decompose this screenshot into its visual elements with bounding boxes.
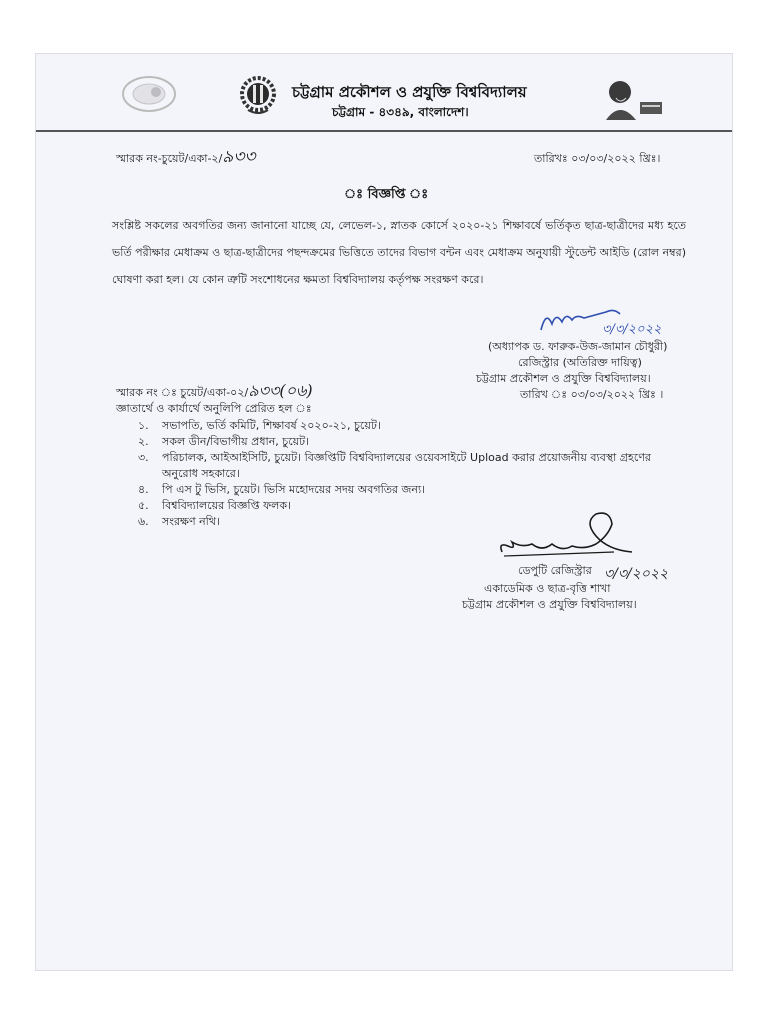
document-page xyxy=(36,54,732,970)
portrait-logo xyxy=(598,74,670,122)
copy-list-text: সভাপতি, ভর্তি কমিটি, শিক্ষাবর্ষ ২০২০-২১, চুয়েট। xyxy=(162,419,381,432)
university-address: চট্টগ্রাম - ৪৩৪৯, বাংলাদেশ। xyxy=(332,105,469,119)
copy-intro: জ্ঞাতার্থে ও কার্যার্থে অনুলিপি প্রেরিত হল ঃ xyxy=(116,402,312,415)
registrar-signature-date: ৩/৩/২০২২ xyxy=(602,322,662,337)
copy-list-number: ৬. xyxy=(138,515,149,528)
copy-list-item xyxy=(138,434,678,450)
copy-list-text: সকল ডীন/বিভাগীয় প্রধান, চুয়েট। xyxy=(162,435,310,448)
registrar-date: তারিখ ঃ ০৩/০৩/২০২২ খ্রিঃ । xyxy=(520,388,664,401)
copy-memo-label: স্মারক নং ঃ চুয়েট/একা-০২/ xyxy=(116,386,249,399)
registrar-name: (অধ্যাপক ড. ফারুক-উজ-জামান চৌধুরী) xyxy=(488,340,668,353)
copy-list-number: ২. xyxy=(138,435,149,448)
header-rule xyxy=(36,130,732,132)
copy-list-text: পি এস টু ভিসি, চুয়েট। ভিসি মহোদয়ের সদয় অবগতির জন্য। xyxy=(162,483,426,496)
deputy-registrar-title: ডেপুটি রেজিস্ট্রার xyxy=(518,564,592,577)
memo-number xyxy=(116,147,256,167)
memo-number-handwritten: ৯৩৩ xyxy=(222,147,256,167)
copy-list-number: ৫. xyxy=(138,499,149,512)
registrar-university: চট্টগ্রাম প্রকৌশল ও প্রযুক্তি বিশ্ববিদ্যালয়। xyxy=(476,372,651,385)
registrar-title: রেজিস্ট্রার (অতিরিক্ত দায়িত্ব) xyxy=(518,356,642,369)
copy-memo-handwritten: ৯৩৩(০৬) xyxy=(248,381,313,400)
copy-list-text: পরিচালক, আইআইসিটি, চুয়েট। বিজ্ঞপ্তিটি বিশ্ববিদ্যালয়ের ওয়েবসাইটে Upload করার প্রয়োজনীয় ব্যবস্থা গ্রহণের অনুরোধ সহকারে। xyxy=(162,451,651,480)
copy-memo-number xyxy=(116,381,313,400)
copy-list-text: সংরক্ষণ নথি। xyxy=(162,515,220,528)
memo-number-label: স্মারক নং-চুয়েট/একা-২/ xyxy=(116,152,223,165)
copy-list-item xyxy=(138,482,678,498)
notice-body: সংশ্লিষ্ট সকলের অবগতির জন্য জানানো যাচ্ছে যে, লেভেল-১, স্নাতক কোর্সে ২০২০-২১ শিক্ষাবর্ষে ভর্তিকৃত ছাত্র-ছাত্রীদের মধ্য হতে ভর্তি পরীক্ষার মেধাক্রম ও ছাত্র-ছাত্রীদের পছন্দক্রমের ভিত্তিতে তাদের বিভাগ বন্টন এবং মেধাক্রম অনুযায়ী স্টুডেন্ট আইডি (রোল নম্বর) ঘোষণা করা হল। যে কোন ত্রুটি সংশোধনের ক্ষমতা বিশ্ববিদ্যালয় কর্তৃপক্ষ সংরক্ষণ করে। xyxy=(112,219,686,286)
copy-list-number: ১. xyxy=(138,419,149,432)
deputy-signature-date: ৩/৩/২০২২ xyxy=(604,566,669,582)
copy-list-item xyxy=(138,450,678,482)
deputy-registrar-university: চট্টগ্রাম প্রকৌশল ও প্রযুক্তি বিশ্ববিদ্যালয়। xyxy=(462,598,637,611)
notice-title: ঃ বিজ্ঞপ্তি ঃ xyxy=(344,187,429,202)
university-name: চট্টগ্রাম প্রকৌশল ও প্রযুক্তি বিশ্ববিদ্যালয় xyxy=(292,83,527,101)
memo-date: তারিখঃ ০৩/০৩/২০২২ খ্রিঃ। xyxy=(534,152,661,165)
deputy-registrar-signature xyxy=(492,506,642,566)
copy-list-number: ৩. xyxy=(138,451,149,464)
copy-list-number: ৪. xyxy=(138,483,149,496)
university-emblem xyxy=(240,74,276,116)
copy-list-item xyxy=(138,418,678,434)
copy-list-text: বিশ্ববিদ্যালয়ের বিজ্ঞপ্তি ফলক। xyxy=(162,499,291,512)
golden-jubilee-logo xyxy=(120,74,178,114)
deputy-registrar-section: একাডেমিক ও ছাত্র-বৃত্তি শাখা xyxy=(484,582,611,595)
